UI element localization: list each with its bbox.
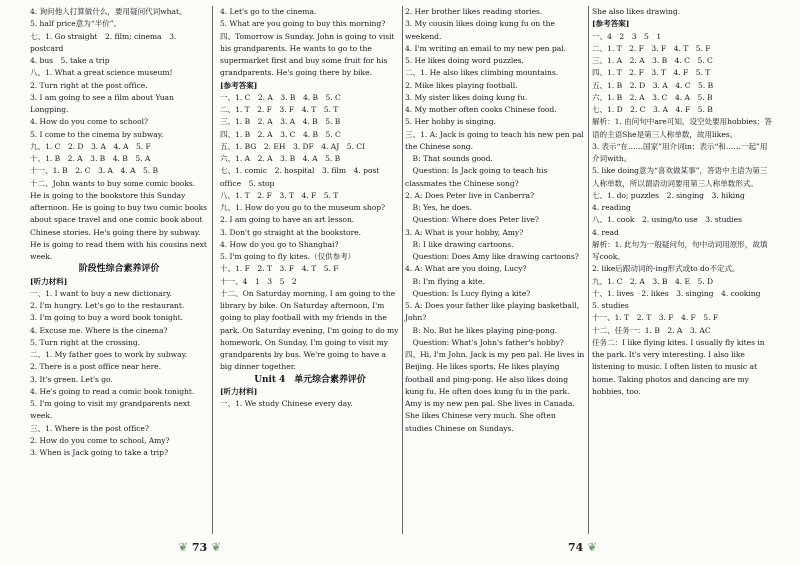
text-line: 4. He's going to read a comic book tonight. <box>30 386 195 396</box>
text-line: 3. A: What is your hobby, Amy? <box>405 227 524 237</box>
text-line: 3. Don't go straight at the bookstore. <box>220 227 361 237</box>
text-line: 六、1. A 2. A 3. B 4. A 5. B <box>220 154 341 163</box>
text-line: 十二、John wants to buy some comic books. He is going to the bookstore this Sunday afternoon. He is going to buy two comic books about space travel and one comic book about Chinese stories. He's going there by subway. He is going to read them with his cousins next week. <box>30 178 207 261</box>
text-line: 5. A: Does your father like playing basketball, John? <box>405 301 580 323</box>
text-line: Question: What's John's father's hobby? <box>405 337 564 347</box>
text-line: 4. 询问他人打算做什么，要用疑问代词what。 <box>30 7 187 16</box>
leaf-icon: ❦ <box>587 540 598 554</box>
section-title: Unit 4 单元综合素养评价 <box>254 374 366 385</box>
text-line: 一、1. We study Chinese every day. <box>220 399 353 408</box>
page-gutter <box>402 6 403 534</box>
text-line: 任务二：I like flying kites. I usually fly kites in the park. It's very interesting. I also like listening to music. I often listen to music at home. Taking photos and dancing are my hobbies, too. <box>592 337 765 396</box>
text-line: 4. How do you come to school? <box>30 117 148 127</box>
text-line: B: I'm flying a kite. <box>405 276 485 286</box>
text-line: Question: Where does Peter live? <box>405 215 539 225</box>
section-title: 阶段性综合素养评价 <box>78 264 160 275</box>
text-line: 4. Excuse me. Where is the cinema? <box>30 325 168 335</box>
text-line: She also likes drawing. <box>592 7 681 16</box>
text-line: 2. I'm hungry. Let's go to the restaurant. <box>30 301 185 310</box>
text-line: 2. There is a post office near here. <box>30 362 161 372</box>
text-line: 5. Her hobby is singing. <box>405 117 496 127</box>
text-line: 二、1. My father goes to work by subway. <box>30 350 188 359</box>
text-line: 3. When is Jack going to take a trip? <box>30 448 169 457</box>
text-line: 5. I'm going to visit my grandparents next week. <box>30 399 190 421</box>
text-line: 4. reading <box>592 203 631 212</box>
text-line: 九、1. C 2. A 3. B 4. E 5. D <box>592 276 714 286</box>
text-line: 一、1. I want to buy a new dictionary. <box>30 288 172 298</box>
text-line: 3. 表示“在……国家”用介词in；表示“和……一起”用介词with。 <box>592 141 768 163</box>
text-line: 2. like后跟动词的-ing形式或to do不定式。 <box>592 264 740 274</box>
text-line: 5. I'm going to fly kites.（仅供参考） <box>220 252 356 261</box>
text-line: 三、1. A: Jack is going to teach his new pen pal the Chinese song. <box>405 129 584 151</box>
text-line: 5. Turn right at the crossing. <box>30 337 141 347</box>
text-line: 3. My sister likes doing kung fu. <box>405 92 528 102</box>
column-divider <box>588 6 589 534</box>
text-line: 2. Mike likes playing football. <box>405 80 518 90</box>
text-line: 九、1. C 2. D 3. A 4. A 5. F <box>30 141 151 151</box>
text-line: 四、1. T 2. F 3. T 4. F 5. T <box>592 68 711 78</box>
text-line: B: That sounds good. <box>405 154 493 163</box>
text-line: 九、1. How do you go to the museum shop? <box>220 203 386 212</box>
text-line: 2. Turn right at the post office. <box>30 80 148 90</box>
text-line: 四、Tomorrow is Sunday. John is going to visit his grandparents. He wants to go to the supermarket first and buy some fruit for his grandparents. He's going there by bike. <box>220 31 395 78</box>
text-line: 十、1. F 2. T 3. F 4. T 5. F <box>220 264 339 274</box>
text-line: 七、1. D 2. C 3. A 4. F 5. B <box>592 105 713 114</box>
leaf-icon: ❦ <box>211 540 222 554</box>
text-line: 五、1. BG 2. EH 3. DF 4. AJ 5. CI <box>220 141 365 151</box>
text-line: 六、1. B 2. A 3. C 4. A 5. B <box>592 92 713 102</box>
text-line: B: Yes, he does. <box>405 203 472 212</box>
text-line: 七、1. comic 2. hospital 3. film 4. post office 5. stop <box>220 166 380 188</box>
text-line: 解析：1. 此句为一般疑问句，句中动词用原形，故填写cook。 <box>592 239 768 261</box>
text-line: 5. half price意为“半价”。 <box>30 19 122 29</box>
text-line: 二、1. T 2. F 3. F 4. T 5. F <box>592 43 711 53</box>
text-line: 5. I come to the cinema by subway. <box>30 129 164 139</box>
text-line: 三、1. B 2. A 3. A 4. B 5. B <box>220 117 341 127</box>
column-divider <box>212 6 213 534</box>
column-2 <box>220 6 400 410</box>
text-line: 4. A: What are you doing, Lucy? <box>405 264 527 274</box>
text-line: 二、1. He also likes climbing mountains. <box>405 68 559 78</box>
text-line: 五、1. B 2. D 3. A 4. C 5. B <box>592 80 714 90</box>
section-label: [参考答案] <box>220 80 258 90</box>
text-line: 十一、1. B 2. C 3. A 4. A 5. B <box>30 166 159 176</box>
text-line: 十二、任务一：1. B 2. A 3. AC <box>592 325 711 335</box>
text-line: 2. How do you come to school, Amy? <box>30 435 170 445</box>
text-line: 3. I am going to see a film about Yuan Longping. <box>30 92 174 114</box>
text-line: 3. My cousin likes doing kung fu on the weekend. <box>405 19 555 41</box>
text-line: Question: Is Jack going to teach his classmates the Chinese song? <box>405 166 548 188</box>
text-line: B: I like drawing cartoons. <box>405 239 514 249</box>
page-number-right: 74 ❦ <box>568 540 598 554</box>
text-line: 八、1. T 2. F 3. T 4. F 5. T <box>220 190 339 200</box>
text-line: B: No. But he likes playing ping-pong. <box>405 325 558 335</box>
text-line: 四、Hi, I'm John. Jack is my pen pal. He lives in Beijing. He likes sports. He likes playing football and ping-pong. He also likes doing kung fu. He often does kung fu in the park. Amy is my new pen pal. She lives in Canada. She likes Chinese very much. She often studies Chinese on Sundays. <box>405 350 585 433</box>
text-line: 十二、On Saturday morning, I am going to the library by bike. On Saturday afternoon, I'm going to play football with my friends in the park. On Saturday evening, I'm going to do my homework. On Sunday, I'm going to visit my grandparents by bus. We're going to have a big dinner together. <box>220 288 399 372</box>
text-line: 三、1. A 2. A 3. B 4. C 5. C <box>592 56 713 65</box>
text-line: 4. bus 5. take a trip <box>30 56 110 65</box>
text-line: 八、1. What a great science museum! <box>30 68 173 78</box>
text-line: 十一、4 1 3 5 2 <box>220 276 297 286</box>
text-line: 解析：1. 由问句中are可知，设空处要用hobbies；答语的主语She是第三人称单数，故用likes。 <box>592 117 772 139</box>
leaf-icon: ❦ <box>178 540 189 554</box>
text-line: Question: Is Lucy flying a kite? <box>405 288 531 298</box>
column-4 <box>592 6 774 398</box>
text-line: 5. What are you going to buy this morning? <box>220 19 386 29</box>
text-line: 十一、1. T 2. T 3. F 4. F 5. F <box>592 313 719 323</box>
text-line: 一、1. C 2. A 3. B 4. B 5. C <box>220 92 341 102</box>
text-line: 4. How do you go to Shanghai? <box>220 239 339 249</box>
text-line: 二、1. T 2. F 3. F 4. T 5. T <box>220 105 339 114</box>
text-line: 4. read <box>592 227 619 237</box>
section-label: [参考答案] <box>592 19 630 29</box>
text-line: 4. I'm writing an email to my new pen pal. <box>405 43 566 53</box>
text-line: 一、4 2 3 5 1 <box>592 31 662 41</box>
page-number-left: ❦ 73 ❦ <box>178 540 222 554</box>
section-label: [听力材料] <box>30 276 68 286</box>
text-line: 七、1. do; puzzles 2. singing 3. hiking <box>592 190 745 200</box>
column-1 <box>30 6 208 459</box>
section-label: [听力材料] <box>220 386 258 396</box>
text-line: 2. I am going to have an art lesson. <box>220 215 355 225</box>
text-line: 八、1. cook 2. using/to use 3. studies <box>592 215 742 225</box>
text-line: 三、1. Where is the post office? <box>30 423 149 433</box>
text-line: 3. It's green. Let's go. <box>30 374 113 384</box>
text-line: 2. A: Does Peter live in Canberra? <box>405 190 534 200</box>
text-line: Question: Does Amy like drawing cartoons? <box>405 252 579 261</box>
text-line: 七、1. Go straight 2. film; cinema 3. postcard <box>30 31 177 53</box>
text-line: 十、1. B 2. A 3. B 4. B 5. A <box>30 154 151 163</box>
text-line: 5. like doing意为“喜欢做某事”，答语中主语为第三人称单数，所以谓语动词要用第三人称单数形式。 <box>592 166 768 188</box>
text-line: 四、1. B 2. A 3. C 4. B 5. C <box>220 129 341 139</box>
text-line: 3. I'm going to buy a word book tonight. <box>30 313 183 323</box>
text-line: 4. Let's go to the cinema. <box>220 7 317 16</box>
text-line: 十、1. lives 2. likes 3. singing 4. cooking <box>592 288 761 298</box>
column-3 <box>405 6 585 435</box>
text-line: 5. He likes doing word puzzles. <box>405 56 524 65</box>
text-line: 4. My mother often cooks Chinese food. <box>405 105 557 114</box>
text-line: 2. Her brother likes reading stories. <box>405 7 543 16</box>
text-line: 5. studies <box>592 301 629 310</box>
